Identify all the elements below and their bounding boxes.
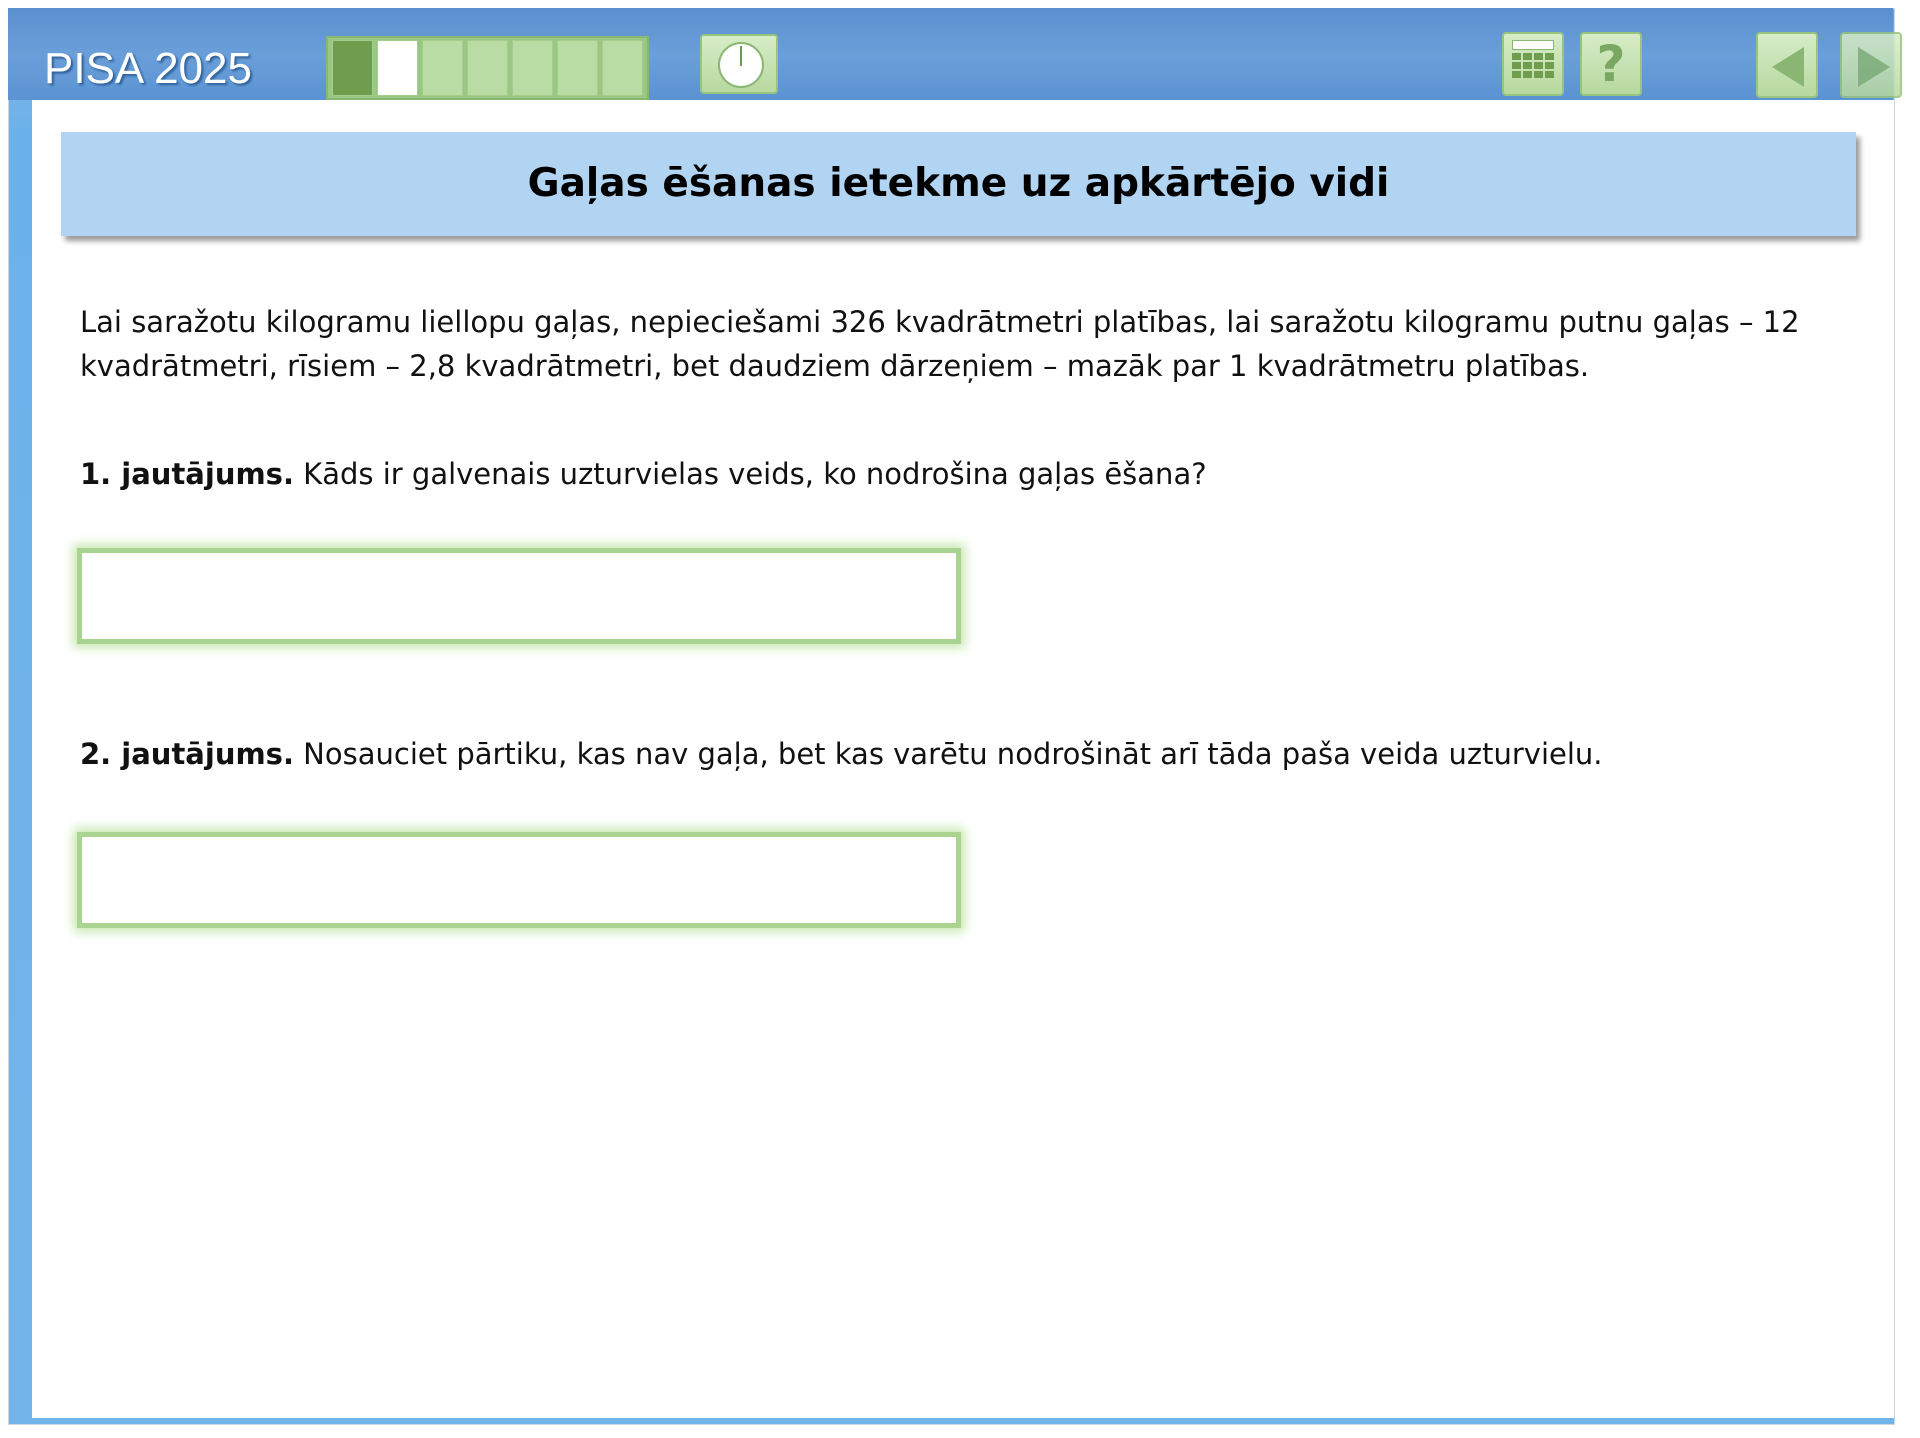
timer-icon — [718, 42, 764, 88]
progress-segment — [602, 40, 643, 96]
question-1-label: 1. jautājums. — [80, 457, 294, 491]
progress-segment — [332, 40, 373, 96]
progress-segment — [512, 40, 553, 96]
page-title: Gaļas ēšanas ietekme uz apkārtējo vidi — [527, 161, 1390, 206]
next-button[interactable] — [1840, 32, 1902, 98]
question-1 — [80, 452, 1207, 496]
content-panel — [32, 100, 1894, 1418]
help-button[interactable] — [1580, 32, 1642, 96]
top-toolbar — [8, 8, 1893, 100]
back-button[interactable] — [1756, 32, 1818, 98]
unit-progress-bar — [326, 36, 649, 100]
timer-hand — [740, 46, 742, 66]
progress-segment — [467, 40, 508, 96]
intro-text: Lai saražotu kilogramu liellopu gaļas, nepieciešami 326 kvadrātmetri platības, lai saražotu kilogramu putnu gaļas – 12 kvadrātmetri, rīsiem – 2,8 kvadrātmetri, bet daudziem dārzeņiem – mazāk par 1 kvadrātmetru platības. — [80, 305, 1800, 383]
question-2 — [80, 732, 1603, 776]
calculator-button[interactable] — [1502, 32, 1564, 96]
progress-segment — [557, 40, 598, 96]
brand-logo: PISA 2025 — [44, 44, 252, 93]
question-2-text: Nosauciet pārtiku, kas nav gaļa, bet kas varētu nodrošināt arī tāda paša veida uzturvielu. — [293, 737, 1603, 771]
progress-segment-current — [377, 40, 418, 96]
help-icon: ? — [1596, 35, 1626, 93]
arrow-left-icon — [1772, 47, 1804, 87]
calculator-icon — [1512, 40, 1554, 90]
question-1-text: Kāds ir galvenais uzturvielas veids, ko nodrošina gaļas ēšana? — [293, 457, 1207, 491]
answer-1-input[interactable] — [77, 548, 961, 644]
answer-2-input[interactable] — [77, 832, 961, 928]
timer-button[interactable] — [700, 34, 778, 94]
title-band — [61, 132, 1856, 236]
question-2-label: 2. jautājums. — [80, 737, 294, 771]
progress-segment — [422, 40, 463, 96]
arrow-right-icon — [1858, 47, 1890, 87]
